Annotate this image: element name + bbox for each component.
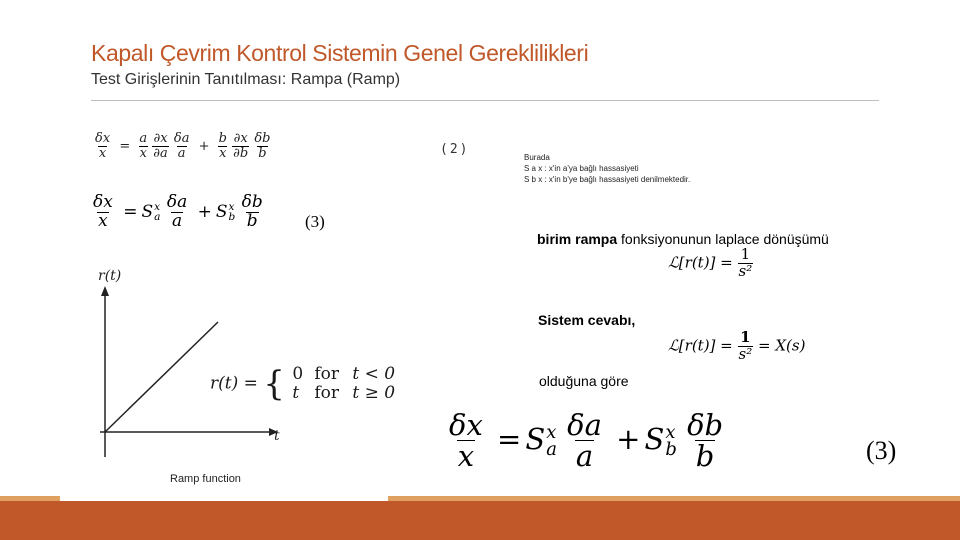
ramp-y-arrow: [101, 286, 109, 296]
title-divider: [91, 100, 879, 101]
equation-3-large: $\frac{\delta x}{x}$ = S x a $\frac{\delta a}{a}$ + S x b $\frac{\delta b}{b}$: [449, 408, 724, 474]
note-line-2: S a x : x'in a'ya bağlı hassasiyeti: [524, 163, 639, 173]
slide-subtitle: Test Girişlerinin Tanıtılması: Rampa (Ramp): [91, 71, 401, 88]
equation-3-large-number: (3): [866, 436, 897, 465]
equation-2-number: (2): [440, 142, 470, 157]
footer-bar: [0, 501, 960, 540]
equation-3-small-number: (3): [305, 212, 325, 231]
sensitivity-note: [524, 153, 690, 185]
laplace-intro-bold: birim rampa: [537, 231, 618, 247]
ramp-caption: Ramp function: [170, 473, 241, 485]
ramp-y-label: r(t): [98, 268, 122, 284]
system-response-label: Sistem cevabı,: [538, 312, 636, 328]
equation-3-small: $\frac{\delta x}{x}$ = S x a $\frac{\delta a}{a}$ + S x b $\frac{\delta b}{b}$: [93, 192, 263, 231]
ramp-definition: r(t) = { 0 for t < 0 t for t ≥ 0: [210, 364, 396, 404]
ramp-line: [105, 322, 218, 432]
slide-title: Kapalı Çevrim Kontrol Sistemin Genel Gereklilikleri: [91, 40, 589, 66]
laplace-equation: ℒ[r(t)] = $\frac{1}{\text{s²}}$: [668, 245, 753, 280]
ramp-x-label: t: [274, 428, 280, 444]
laplace-intro-rest: fonksiyonunun laplace dönüşümü: [617, 231, 829, 247]
equation-2: $\frac{\delta x}{x}$ = $\frac{a}{x}$ $\frac{\partial x}{\partial a}$ $\frac{\delta a}{a}$ + $\frac{b}{x}$ $\frac{\partial x}{\partial b}$ $\frac{\delta b}{b}$: [95, 131, 271, 161]
note-line-1: Burada: [524, 153, 550, 162]
given-that-text: olduğuna göre: [539, 373, 629, 389]
system-response-equation: ℒ[r(t)] = $\frac{1}{\text{s²}}$ = X(s): [668, 328, 806, 363]
note-line-3: S b x : x'in b'ye bağlı hassasiyeti denilmektedir.: [524, 174, 691, 184]
laplace-intro: [537, 231, 829, 247]
